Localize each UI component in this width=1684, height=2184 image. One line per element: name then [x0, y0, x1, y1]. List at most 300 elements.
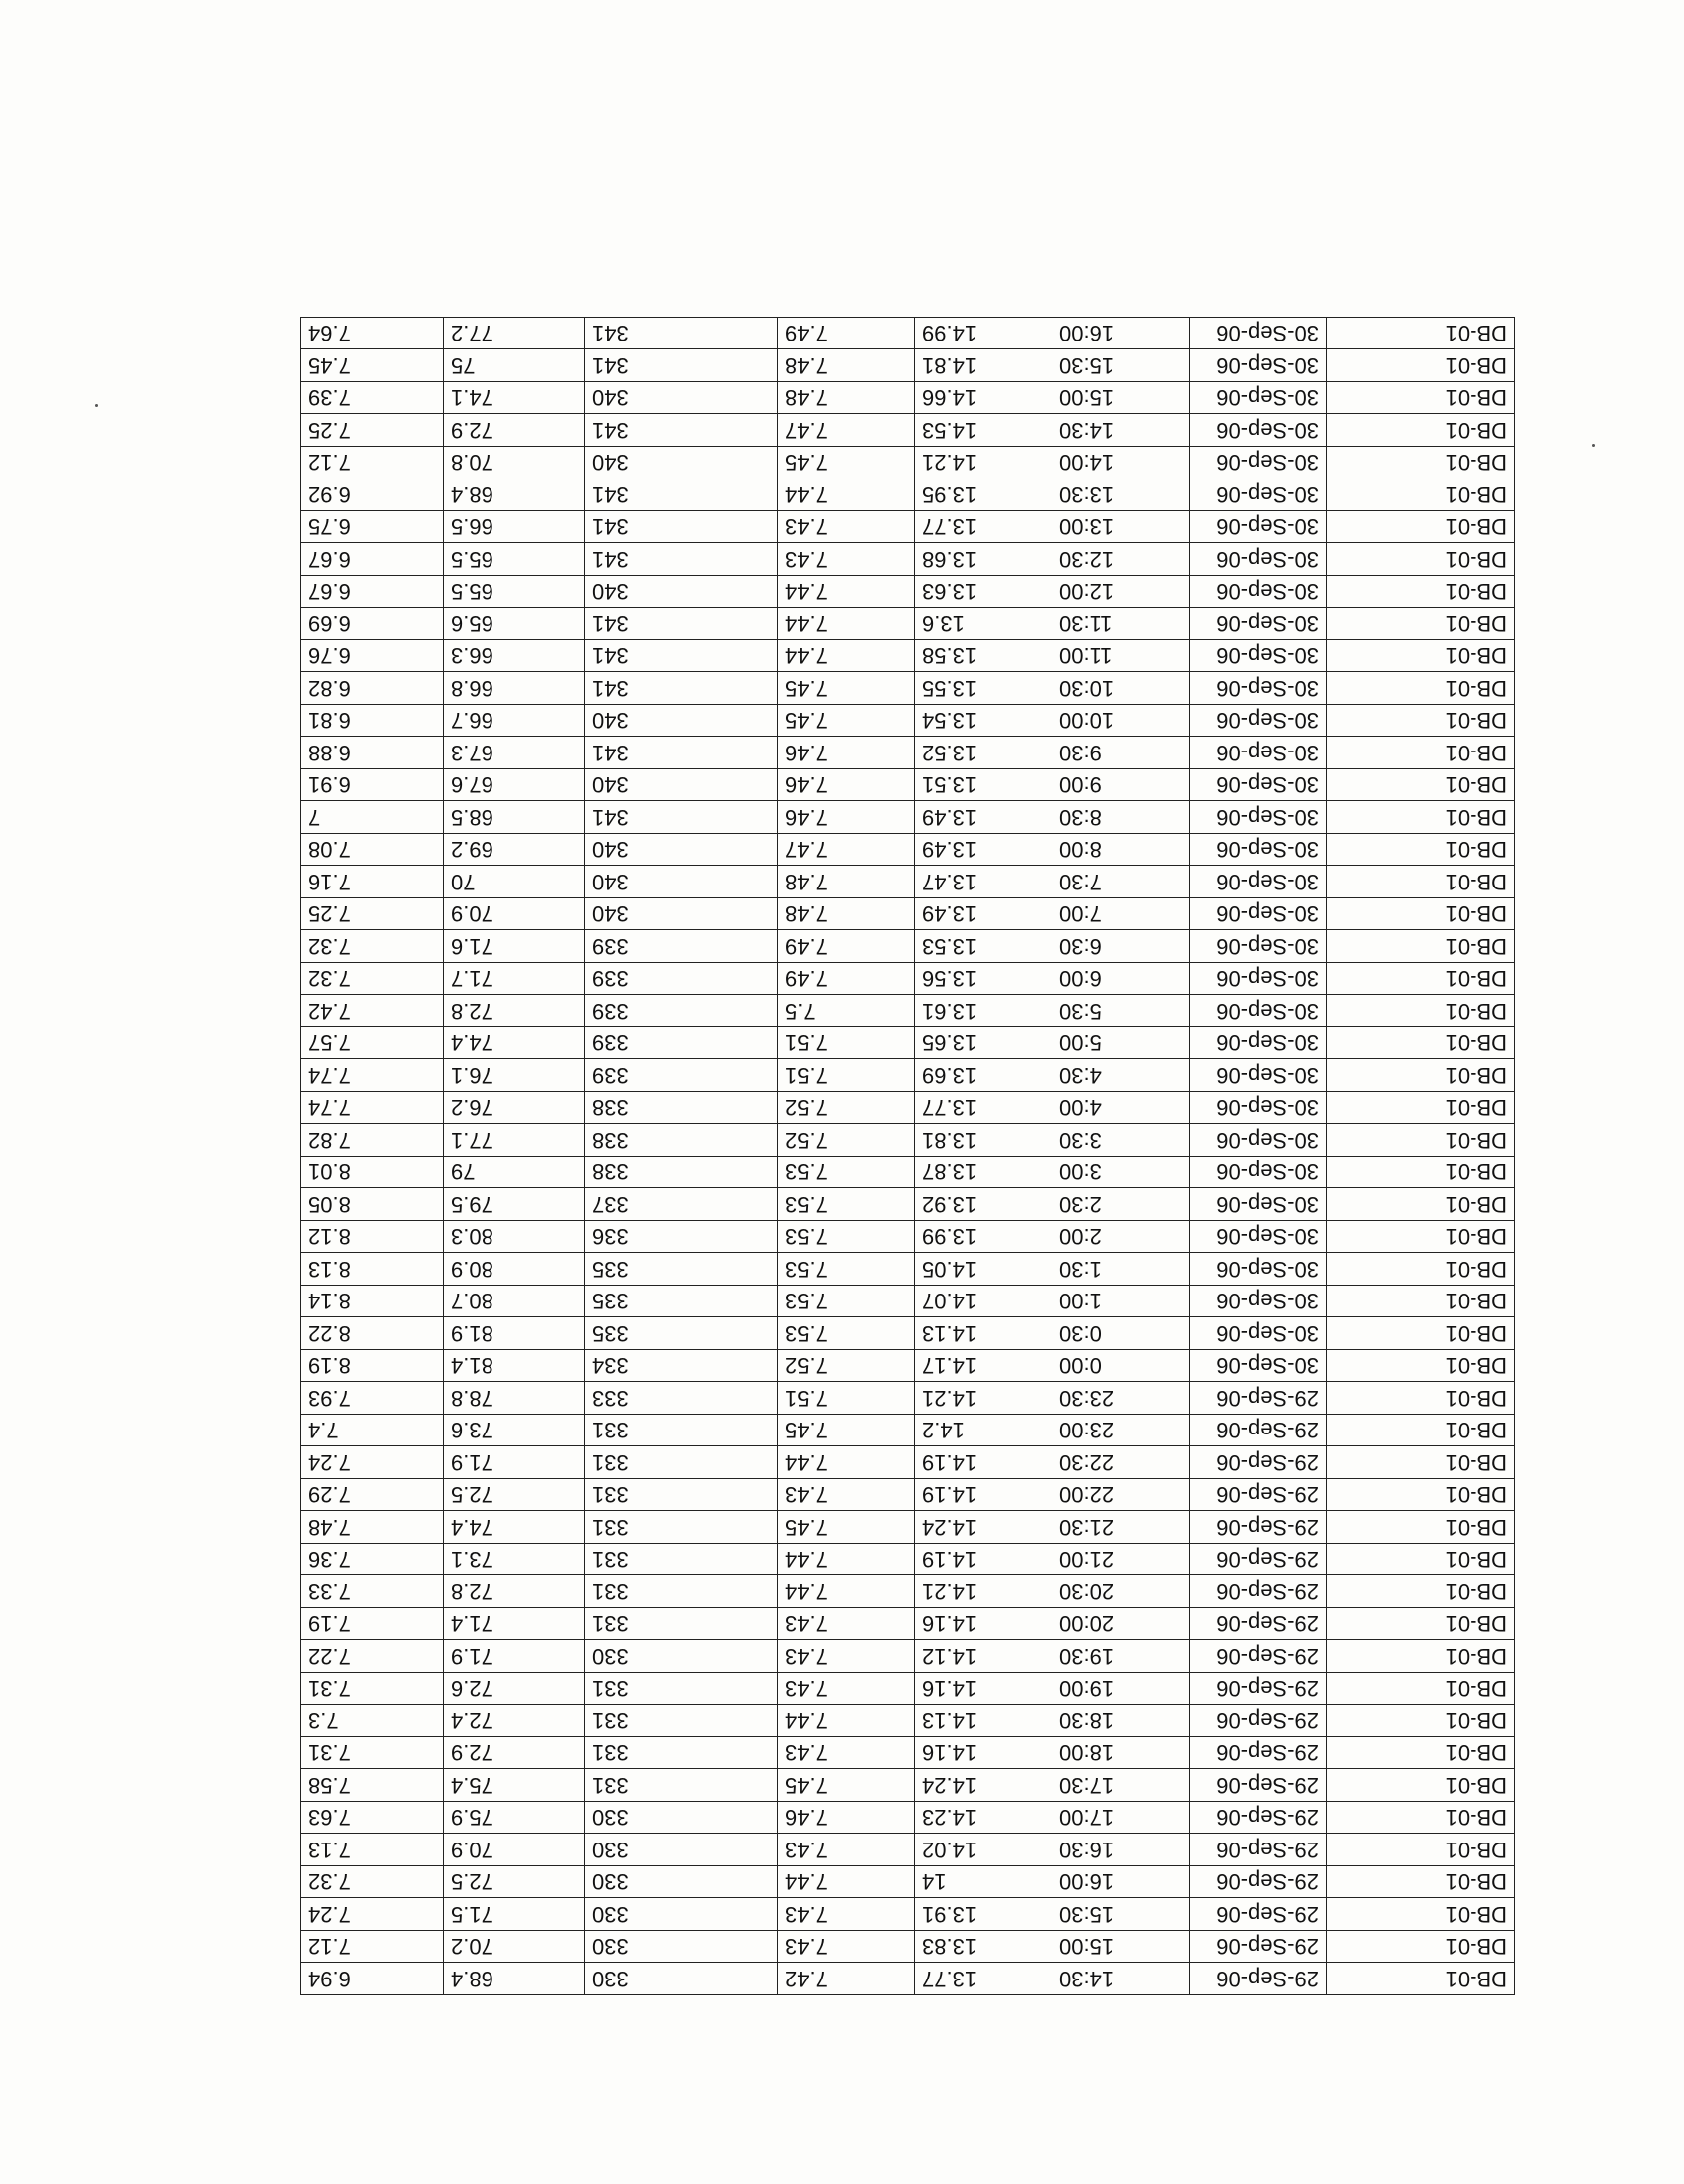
table-row [301, 543, 1515, 576]
cell-value-3: 330 [585, 1834, 778, 1866]
cell-location: DB-01 [1327, 1898, 1515, 1931]
cell-date: 29-Sep-06 [1190, 1673, 1327, 1706]
table-row [301, 511, 1515, 544]
cell-value-5: 7.24 [301, 1446, 444, 1479]
cell-value-4: 68.5 [444, 801, 585, 834]
cell-value-5: 7.74 [301, 1059, 444, 1092]
cell-location: DB-01 [1327, 1027, 1515, 1060]
cell-value-4: 67.6 [444, 769, 585, 802]
cell-location: DB-01 [1327, 1511, 1515, 1544]
cell-date: 30-Sep-06 [1190, 1350, 1327, 1383]
scan-speck [1592, 444, 1595, 447]
cell-location: DB-01 [1327, 1834, 1515, 1866]
cell-value-5: 7.39 [301, 382, 444, 415]
cell-date: 29-Sep-06 [1190, 1963, 1327, 1995]
cell-value-1: 13.54 [915, 705, 1052, 738]
cell-value-3: 341 [585, 511, 778, 544]
cell-value-4: 74.1 [444, 382, 585, 415]
cell-value-4: 65.6 [444, 608, 585, 640]
table-row [301, 608, 1515, 640]
cell-value-1: 14.24 [915, 1511, 1052, 1544]
table-row [301, 1575, 1515, 1608]
cell-time: 20:30 [1052, 1575, 1190, 1608]
table-row [301, 1124, 1515, 1157]
cell-value-3: 339 [585, 930, 778, 963]
cell-value-3: 341 [585, 478, 778, 511]
cell-value-5: 6.81 [301, 705, 444, 738]
table-row [301, 318, 1515, 350]
cell-time: 12:00 [1052, 576, 1190, 609]
table-row [301, 898, 1515, 931]
cell-value-5: 7.33 [301, 1575, 444, 1608]
cell-time: 21:30 [1052, 1511, 1190, 1544]
table-row [301, 478, 1515, 511]
cell-value-2: 7.43 [778, 543, 915, 576]
cell-value-4: 74.4 [444, 1511, 585, 1544]
cell-value-5: 7.48 [301, 1511, 444, 1544]
cell-value-4: 66.5 [444, 511, 585, 544]
cell-date: 30-Sep-06 [1190, 995, 1327, 1027]
cell-value-5: 8.22 [301, 1317, 444, 1350]
cell-value-2: 7.46 [778, 769, 915, 802]
cell-time: 17:00 [1052, 1802, 1190, 1835]
cell-value-1: 14.81 [915, 349, 1052, 382]
cell-value-3: 331 [585, 1544, 778, 1576]
cell-date: 30-Sep-06 [1190, 963, 1327, 996]
cell-date: 30-Sep-06 [1190, 834, 1327, 867]
cell-value-3: 339 [585, 995, 778, 1027]
table-row [301, 1769, 1515, 1802]
cell-value-3: 336 [585, 1221, 778, 1254]
cell-value-2: 7.53 [778, 1157, 915, 1189]
cell-date: 30-Sep-06 [1190, 576, 1327, 609]
cell-value-2: 7.42 [778, 1963, 915, 1995]
cell-location: DB-01 [1327, 1737, 1515, 1770]
cell-date: 29-Sep-06 [1190, 1382, 1327, 1415]
cell-value-2: 7.45 [778, 1769, 915, 1802]
cell-time: 15:00 [1052, 382, 1190, 415]
cell-value-5: 7.3 [301, 1705, 444, 1737]
cell-value-1: 14.16 [915, 1608, 1052, 1641]
cell-value-5: 6.67 [301, 543, 444, 576]
cell-location: DB-01 [1327, 1446, 1515, 1479]
cell-value-1: 13.6 [915, 608, 1052, 640]
cell-date: 30-Sep-06 [1190, 1157, 1327, 1189]
table-row [301, 1737, 1515, 1770]
cell-value-5: 7.08 [301, 834, 444, 867]
table-row [301, 769, 1515, 802]
cell-value-2: 7.49 [778, 930, 915, 963]
cell-time: 22:30 [1052, 1446, 1190, 1479]
table-row [301, 1963, 1515, 1995]
cell-value-1: 13.91 [915, 1898, 1052, 1931]
cell-location: DB-01 [1327, 382, 1515, 415]
data-table [300, 317, 1515, 1995]
cell-location: DB-01 [1327, 1157, 1515, 1189]
cell-value-4: 74.4 [444, 1027, 585, 1060]
cell-date: 30-Sep-06 [1190, 543, 1327, 576]
cell-value-5: 6.91 [301, 769, 444, 802]
cell-value-5: 7.93 [301, 1382, 444, 1415]
cell-value-5: 7.31 [301, 1737, 444, 1770]
cell-value-2: 7.53 [778, 1253, 915, 1286]
cell-value-3: 340 [585, 576, 778, 609]
cell-time: 2:30 [1052, 1188, 1190, 1221]
cell-value-4: 80.9 [444, 1253, 585, 1286]
cell-value-5: 7.36 [301, 1544, 444, 1576]
cell-location: DB-01 [1327, 705, 1515, 738]
cell-value-1: 14.99 [915, 318, 1052, 350]
cell-value-1: 13.92 [915, 1188, 1052, 1221]
cell-time: 16:00 [1052, 318, 1190, 350]
cell-value-5: 7.74 [301, 1092, 444, 1125]
cell-value-1: 14.21 [915, 1382, 1052, 1415]
cell-value-5: 6.94 [301, 1963, 444, 1995]
cell-time: 23:30 [1052, 1382, 1190, 1415]
cell-value-3: 340 [585, 382, 778, 415]
cell-location: DB-01 [1327, 737, 1515, 769]
table-row [301, 1253, 1515, 1286]
cell-value-2: 7.43 [778, 1931, 915, 1964]
cell-value-3: 331 [585, 1705, 778, 1737]
cell-value-1: 13.68 [915, 543, 1052, 576]
cell-location: DB-01 [1327, 801, 1515, 834]
cell-value-1: 13.69 [915, 1059, 1052, 1092]
cell-date: 29-Sep-06 [1190, 1898, 1327, 1931]
cell-value-4: 70 [444, 866, 585, 898]
cell-value-4: 65.5 [444, 576, 585, 609]
cell-value-3: 341 [585, 318, 778, 350]
cell-value-3: 340 [585, 447, 778, 479]
cell-value-1: 13.52 [915, 737, 1052, 769]
cell-time: 14:30 [1052, 414, 1190, 447]
cell-value-4: 76.2 [444, 1092, 585, 1125]
cell-date: 30-Sep-06 [1190, 382, 1327, 415]
cell-location: DB-01 [1327, 640, 1515, 673]
cell-value-5: 7.31 [301, 1673, 444, 1706]
cell-value-3: 338 [585, 1157, 778, 1189]
table-row [301, 1802, 1515, 1835]
cell-value-3: 331 [585, 1673, 778, 1706]
table-row [301, 1898, 1515, 1931]
cell-value-1: 14.02 [915, 1834, 1052, 1866]
cell-value-4: 72.9 [444, 1737, 585, 1770]
cell-value-2: 7.43 [778, 1479, 915, 1512]
cell-date: 29-Sep-06 [1190, 1705, 1327, 1737]
cell-value-2: 7.44 [778, 1544, 915, 1576]
cell-date: 29-Sep-06 [1190, 1769, 1327, 1802]
cell-value-3: 330 [585, 1898, 778, 1931]
cell-value-5: 7.32 [301, 963, 444, 996]
cell-value-5: 8.19 [301, 1350, 444, 1383]
cell-value-2: 7.43 [778, 1673, 915, 1706]
cell-value-2: 7.45 [778, 1415, 915, 1447]
cell-value-2: 7.46 [778, 737, 915, 769]
cell-value-1: 13.49 [915, 898, 1052, 931]
cell-value-3: 339 [585, 963, 778, 996]
table-row [301, 1059, 1515, 1092]
table-row [301, 349, 1515, 382]
cell-time: 6:00 [1052, 963, 1190, 996]
cell-value-5: 6.92 [301, 478, 444, 511]
cell-value-3: 335 [585, 1286, 778, 1318]
cell-date: 30-Sep-06 [1190, 511, 1327, 544]
cell-location: DB-01 [1327, 1415, 1515, 1447]
cell-value-1: 13.61 [915, 995, 1052, 1027]
cell-time: 10:30 [1052, 672, 1190, 705]
cell-value-2: 7.53 [778, 1286, 915, 1318]
cell-location: DB-01 [1327, 478, 1515, 511]
cell-value-3: 333 [585, 1382, 778, 1415]
cell-value-3: 330 [585, 1640, 778, 1673]
table-row [301, 1157, 1515, 1189]
cell-value-3: 341 [585, 349, 778, 382]
cell-value-1: 14.16 [915, 1673, 1052, 1706]
cell-value-3: 341 [585, 737, 778, 769]
cell-value-2: 7.44 [778, 1705, 915, 1737]
cell-value-4: 77.1 [444, 1124, 585, 1157]
table-row [301, 1286, 1515, 1318]
cell-value-1: 14.21 [915, 447, 1052, 479]
cell-value-4: 79.5 [444, 1188, 585, 1221]
cell-value-4: 72.9 [444, 414, 585, 447]
cell-location: DB-01 [1327, 1705, 1515, 1737]
cell-date: 30-Sep-06 [1190, 318, 1327, 350]
cell-value-5: 6.75 [301, 511, 444, 544]
cell-value-5: 7.32 [301, 1866, 444, 1899]
cell-date: 29-Sep-06 [1190, 1415, 1327, 1447]
cell-value-4: 67.3 [444, 737, 585, 769]
cell-value-2: 7.44 [778, 478, 915, 511]
table-row [301, 1446, 1515, 1479]
cell-location: DB-01 [1327, 1575, 1515, 1608]
cell-value-3: 338 [585, 1092, 778, 1125]
cell-value-2: 7.45 [778, 447, 915, 479]
table-row [301, 672, 1515, 705]
table-row [301, 576, 1515, 609]
cell-value-3: 330 [585, 1963, 778, 1995]
cell-value-3: 339 [585, 1027, 778, 1060]
cell-value-2: 7.51 [778, 1059, 915, 1092]
table-row [301, 1511, 1515, 1544]
cell-date: 30-Sep-06 [1190, 769, 1327, 802]
cell-location: DB-01 [1327, 963, 1515, 996]
cell-value-3: 331 [585, 1737, 778, 1770]
cell-date: 29-Sep-06 [1190, 1446, 1327, 1479]
cell-date: 30-Sep-06 [1190, 930, 1327, 963]
cell-location: DB-01 [1327, 1059, 1515, 1092]
cell-value-1: 14.17 [915, 1350, 1052, 1383]
cell-value-2: 7.53 [778, 1188, 915, 1221]
cell-time: 1:00 [1052, 1286, 1190, 1318]
cell-value-1: 13.77 [915, 1092, 1052, 1125]
cell-date: 30-Sep-06 [1190, 478, 1327, 511]
cell-date: 30-Sep-06 [1190, 1317, 1327, 1350]
table-row [301, 1544, 1515, 1576]
cell-value-3: 331 [585, 1446, 778, 1479]
cell-value-1: 13.81 [915, 1124, 1052, 1157]
cell-value-2: 7.5 [778, 995, 915, 1027]
cell-location: DB-01 [1327, 543, 1515, 576]
cell-date: 29-Sep-06 [1190, 1608, 1327, 1641]
cell-value-4: 70.9 [444, 898, 585, 931]
cell-location: DB-01 [1327, 511, 1515, 544]
cell-value-2: 7.43 [778, 1737, 915, 1770]
cell-value-5: 7.4 [301, 1415, 444, 1447]
cell-value-5: 7.63 [301, 1802, 444, 1835]
cell-value-3: 335 [585, 1253, 778, 1286]
cell-value-2: 7.46 [778, 801, 915, 834]
cell-location: DB-01 [1327, 1382, 1515, 1415]
cell-value-3: 337 [585, 1188, 778, 1221]
cell-value-2: 7.43 [778, 1608, 915, 1641]
cell-location: DB-01 [1327, 1963, 1515, 1995]
cell-location: DB-01 [1327, 1608, 1515, 1641]
cell-value-4: 65.5 [444, 543, 585, 576]
cell-value-5: 7.82 [301, 1124, 444, 1157]
table-row [301, 1415, 1515, 1447]
cell-time: 4:30 [1052, 1059, 1190, 1092]
cell-location: DB-01 [1327, 447, 1515, 479]
cell-value-3: 335 [585, 1317, 778, 1350]
cell-value-3: 341 [585, 640, 778, 673]
cell-value-4: 79 [444, 1157, 585, 1189]
cell-date: 29-Sep-06 [1190, 1931, 1327, 1964]
cell-location: DB-01 [1327, 318, 1515, 350]
cell-value-3: 331 [585, 1479, 778, 1512]
cell-location: DB-01 [1327, 1866, 1515, 1899]
cell-time: 18:00 [1052, 1737, 1190, 1770]
cell-value-1: 13.53 [915, 930, 1052, 963]
cell-value-2: 7.44 [778, 576, 915, 609]
cell-value-2: 7.44 [778, 1446, 915, 1479]
cell-location: DB-01 [1327, 898, 1515, 931]
cell-value-1: 13.55 [915, 672, 1052, 705]
cell-location: DB-01 [1327, 672, 1515, 705]
cell-value-1: 14.53 [915, 414, 1052, 447]
cell-value-5: 7.58 [301, 1769, 444, 1802]
cell-time: 0:30 [1052, 1317, 1190, 1350]
cell-value-1: 14 [915, 1866, 1052, 1899]
cell-value-2: 7.45 [778, 672, 915, 705]
table-row [301, 1188, 1515, 1221]
table-row [301, 1350, 1515, 1383]
cell-time: 21:00 [1052, 1544, 1190, 1576]
cell-value-4: 66.8 [444, 672, 585, 705]
cell-value-3: 331 [585, 1769, 778, 1802]
cell-value-5: 7.13 [301, 1834, 444, 1866]
cell-time: 1:30 [1052, 1253, 1190, 1286]
cell-location: DB-01 [1327, 1802, 1515, 1835]
cell-time: 19:30 [1052, 1640, 1190, 1673]
cell-value-3: 339 [585, 1059, 778, 1092]
cell-value-5: 7.45 [301, 349, 444, 382]
cell-time: 19:00 [1052, 1673, 1190, 1706]
cell-date: 30-Sep-06 [1190, 1059, 1327, 1092]
cell-time: 2:00 [1052, 1221, 1190, 1254]
cell-date: 29-Sep-06 [1190, 1802, 1327, 1835]
cell-location: DB-01 [1327, 349, 1515, 382]
cell-value-2: 7.44 [778, 1575, 915, 1608]
cell-value-3: 341 [585, 672, 778, 705]
cell-time: 6:30 [1052, 930, 1190, 963]
cell-location: DB-01 [1327, 1253, 1515, 1286]
cell-value-2: 7.45 [778, 705, 915, 738]
cell-value-1: 14.13 [915, 1705, 1052, 1737]
cell-value-2: 7.44 [778, 608, 915, 640]
cell-value-4: 72.5 [444, 1479, 585, 1512]
cell-value-5: 6.67 [301, 576, 444, 609]
cell-date: 30-Sep-06 [1190, 705, 1327, 738]
cell-value-1: 13.83 [915, 1931, 1052, 1964]
cell-location: DB-01 [1327, 1188, 1515, 1221]
cell-value-1: 13.56 [915, 963, 1052, 996]
cell-time: 5:00 [1052, 1027, 1190, 1060]
cell-value-2: 7.43 [778, 1640, 915, 1673]
cell-value-1: 13.77 [915, 511, 1052, 544]
cell-location: DB-01 [1327, 1479, 1515, 1512]
cell-date: 29-Sep-06 [1190, 1834, 1327, 1866]
cell-value-2: 7.45 [778, 1511, 915, 1544]
table-row [301, 1092, 1515, 1125]
cell-value-3: 341 [585, 543, 778, 576]
cell-date: 30-Sep-06 [1190, 801, 1327, 834]
cell-value-3: 330 [585, 1802, 778, 1835]
cell-time: 11:30 [1052, 608, 1190, 640]
cell-value-2: 7.49 [778, 963, 915, 996]
cell-time: 13:00 [1052, 511, 1190, 544]
cell-date: 30-Sep-06 [1190, 672, 1327, 705]
cell-value-5: 8.05 [301, 1188, 444, 1221]
cell-date: 29-Sep-06 [1190, 1866, 1327, 1899]
cell-value-2: 7.47 [778, 834, 915, 867]
cell-value-3: 341 [585, 414, 778, 447]
cell-value-4: 78.8 [444, 1382, 585, 1415]
cell-value-1: 14.66 [915, 382, 1052, 415]
cell-value-2: 7.52 [778, 1092, 915, 1125]
cell-value-1: 14.19 [915, 1544, 1052, 1576]
cell-date: 30-Sep-06 [1190, 447, 1327, 479]
cell-value-4: 75.9 [444, 1802, 585, 1835]
table-row [301, 1640, 1515, 1673]
table-row [301, 1479, 1515, 1512]
cell-value-2: 7.43 [778, 1898, 915, 1931]
cell-time: 23:00 [1052, 1415, 1190, 1447]
cell-value-4: 81.4 [444, 1350, 585, 1383]
table-row [301, 640, 1515, 673]
cell-time: 10:00 [1052, 705, 1190, 738]
table-body [301, 318, 1515, 1995]
table-row [301, 1834, 1515, 1866]
cell-value-3: 331 [585, 1575, 778, 1608]
cell-value-4: 81.9 [444, 1317, 585, 1350]
cell-value-2: 7.48 [778, 382, 915, 415]
cell-date: 30-Sep-06 [1190, 1221, 1327, 1254]
cell-value-3: 340 [585, 898, 778, 931]
cell-value-1: 14.23 [915, 1802, 1052, 1835]
cell-value-4: 71.6 [444, 930, 585, 963]
cell-date: 30-Sep-06 [1190, 608, 1327, 640]
cell-value-2: 7.51 [778, 1382, 915, 1415]
cell-value-2: 7.44 [778, 1866, 915, 1899]
table-row [301, 834, 1515, 867]
cell-value-5: 7.42 [301, 995, 444, 1027]
cell-value-3: 331 [585, 1415, 778, 1447]
cell-time: 14:00 [1052, 447, 1190, 479]
cell-time: 9:30 [1052, 737, 1190, 769]
cell-time: 4:00 [1052, 1092, 1190, 1125]
cell-time: 12:30 [1052, 543, 1190, 576]
